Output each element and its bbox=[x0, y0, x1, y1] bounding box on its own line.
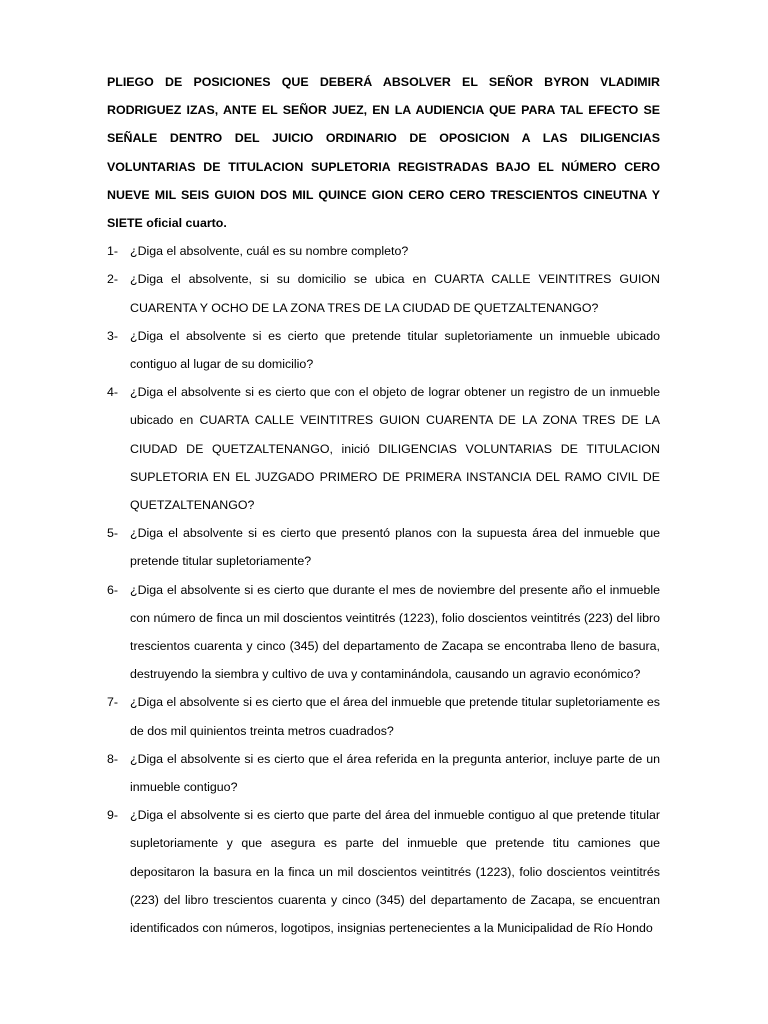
question-text: ¿Diga el absolvente, cuál es su nombre completo? bbox=[130, 244, 409, 259]
question-number: 7- bbox=[107, 695, 119, 710]
question-text: ¿Diga el absolvente si es cierto que el área del inmueble que pretende titular supletoriamente es de dos mil quinientos treinta metros cuadrados? bbox=[130, 695, 660, 738]
document-heading bbox=[107, 68, 660, 237]
question-item bbox=[107, 237, 660, 265]
question-text: ¿Diga el absolvente, si su domicilio se ubica en CUARTA CALLE VEINTITRES GUION CUARENTA Y OCHO DE LA ZONA TRES DE LA CIUDAD DE QUETZALTENANGO? bbox=[130, 272, 660, 315]
question-number: 3- bbox=[107, 328, 119, 343]
question-number: 2- bbox=[107, 272, 119, 287]
question-item bbox=[107, 688, 660, 744]
question-item bbox=[107, 378, 660, 519]
question-item bbox=[107, 801, 660, 942]
question-number: 8- bbox=[107, 751, 119, 766]
question-item bbox=[107, 576, 660, 689]
heading-tail: oficial cuarto. bbox=[142, 216, 227, 231]
question-item bbox=[107, 745, 660, 801]
question-text: ¿Diga el absolvente si es cierto que el área referida en la pregunta anterior, incluye parte de un inmueble contiguo? bbox=[130, 751, 660, 795]
question-text: ¿Diga el absolvente si es cierto que durante el mes de noviembre del presente año el inmueble con número de finca un mil doscientos veintitrés (1223), folio doscientos veintitrés (223) del libro trescientos cuarenta y cinco (345) del departamento de Zacapa se encontraba lleno de basura, destruyendo la siembra y cultivo de uva y contaminándola, causando un agravio económico? bbox=[130, 582, 660, 682]
question-item bbox=[107, 322, 660, 378]
question-number: 9- bbox=[107, 808, 119, 823]
question-text: ¿Diga el absolvente si es cierto que presentó planos con la supuesta área del inmueble que pretende titular supletoriamente? bbox=[130, 526, 660, 569]
question-number: 5- bbox=[107, 526, 119, 541]
question-text: ¿Diga el absolvente si es cierto que con el objeto de lograr obtener un registro de un inmueble ubicado en CUARTA CALLE VEINTITRES GUION CUARENTA DE LA ZONA TRES DE LA CIUDAD DE QUETZALTENANGO, inició DILIGENCIAS VOLUNTARIAS DE TITULACION SUPLETORIA EN EL JUZGADO PRIMERO DE PRIMERA INSTANCIA DEL RAMO CIVIL DE QUETZALTENANGO? bbox=[130, 385, 660, 513]
question-number: 6- bbox=[107, 582, 119, 597]
question-text: ¿Diga el absolvente si es cierto que pretende titular supletoriamente un inmueble ubicado contiguo al lugar de su domicilio? bbox=[130, 328, 660, 372]
question-number: 1- bbox=[107, 244, 119, 259]
question-number: 4- bbox=[107, 385, 119, 400]
question-item bbox=[107, 265, 660, 321]
question-text: ¿Diga el absolvente si es cierto que parte del área del inmueble contiguo al que pretende titular supletoriamente y que asegura es parte del inmueble que pretende titu camiones que depositaron la basura en la finca un mil doscientos veintitrés (1223), folio doscientos veintitrés (223) del libro trescientos cuarenta y cinco (345) del departamento de Zacapa, se encuentran identificados con números, logotipos, insignias pertenecientes a la Municipalidad de Río Hondo bbox=[130, 808, 660, 936]
heading-text: PLIEGO DE POSICIONES QUE DEBERÁ ABSOLVER EL SEÑOR BYRON VLADIMIR RODRIGUEZ IZAS, ANTE EL SEÑOR JUEZ, EN LA AUDIENCIA QUE PARA TAL EFECTO SE SEÑALE DENTRO DEL JUICIO ORDINARIO DE OPOSICION A LAS DILIGENCIAS VOLUNTARIAS DE TITULACION SUPLETORIA REGISTRADAS BAJO EL NÚMERO CERO NUEVE MIL SEIS GUION DOS MIL QUINCE GION CERO CERO TRESCIENTOS CINEUTNA Y SIETE bbox=[107, 75, 660, 231]
document-page bbox=[107, 68, 660, 942]
question-item bbox=[107, 519, 660, 575]
question-list bbox=[107, 237, 660, 942]
